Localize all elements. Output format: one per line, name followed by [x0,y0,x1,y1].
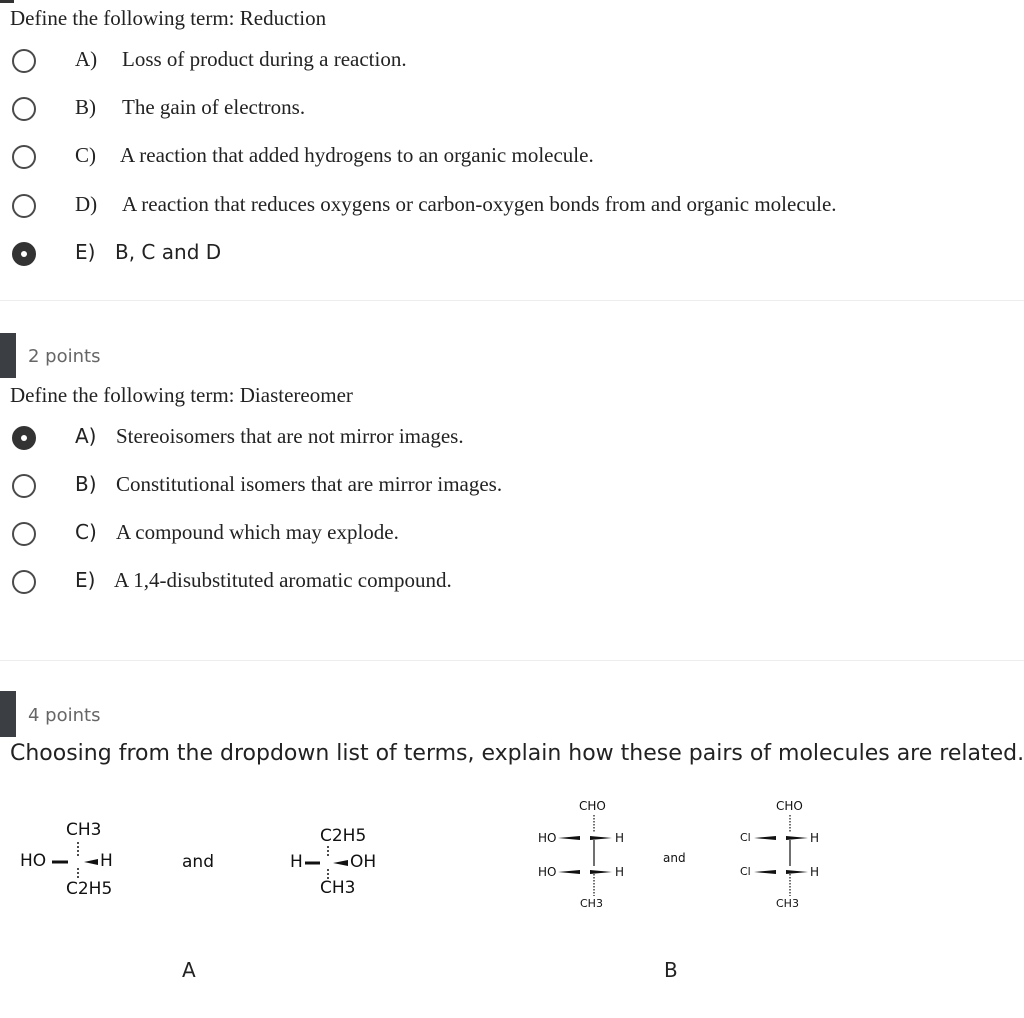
mol-b1-bonds [520,790,650,920]
mol-b1-right1: H [615,831,625,845]
option-text: B, C and D [115,240,222,264]
mol-b2-right1: H [810,831,820,845]
radio-button[interactable] [12,49,36,73]
mol-b1-bottom: CH3 [580,897,603,910]
radio-button[interactable] [12,194,36,218]
option-text: A compound which may explode. [116,520,399,544]
mol-a1-bottom: C2H5 [66,879,113,899]
mol-a1-bonds [0,790,200,920]
option-letter: A) [75,47,98,71]
option-text: The gain of electrons. [122,95,306,119]
mol-a2-bonds [200,790,420,920]
pair-b-and: and [663,851,686,865]
radio-button-selected[interactable] [12,426,36,450]
option-text: A reaction that added hydrogens to an organic molecule. [120,143,594,167]
pair-b-label: B [664,958,678,982]
question-3-title: Choosing from the dropdown list of terms, explain how these pairs of molecules are related. [10,741,1024,766]
mol-b2-bonds [720,790,840,920]
pair-a-and: and [182,852,214,872]
question-1-title: Define the following term: Reduction [10,6,327,30]
q1-option-d[interactable] [0,188,1000,228]
mol-a1-top: CH3 [66,820,102,840]
option-letter: C) [75,520,97,544]
radio-button[interactable] [12,570,36,594]
pair-a-label: A [182,958,196,982]
option-letter: D) [75,192,98,216]
mol-a2-right: OH [350,852,377,872]
option-letter: B) [75,95,96,119]
mol-b2-bottom: CH3 [776,897,799,910]
mol-a2-bottom: CH3 [320,878,356,898]
mol-b1-right2: H [615,865,625,879]
mol-b1-left1: HO [538,831,557,845]
q1-option-e[interactable] [0,236,1000,276]
radio-button[interactable] [12,97,36,121]
pair-b-fischer-projections [520,790,840,920]
option-letter: A) [75,424,97,448]
q1-option-a[interactable] [0,43,1000,83]
points-label: 4 points [28,705,101,726]
q1-option-c[interactable] [0,139,1000,179]
option-letter: E) [75,240,96,264]
divider [0,300,1024,301]
points-label: 2 points [28,346,101,367]
mol-a2-top: C2H5 [320,826,367,846]
radio-button[interactable] [12,145,36,169]
option-text: A 1,4-disubstituted aromatic compound. [114,568,452,592]
points-marker [0,333,16,378]
option-text: Stereoisomers that are not mirror images. [116,424,464,448]
option-letter: B) [75,472,97,496]
q2-option-e[interactable] [0,564,1000,604]
top-edge-mark [0,0,14,3]
mol-b2-top: CHO [776,799,803,813]
mol-b2-right2: H [810,865,820,879]
mol-b2-left1: Cl [740,831,751,844]
question-2-title: Define the following term: Diastereomer [10,383,353,407]
radio-button-selected[interactable] [12,242,36,266]
divider [0,660,1024,661]
option-text: A reaction that reduces oxygens or carbon-oxygen bonds from and organic molecule. [122,192,837,216]
q2-option-b[interactable] [0,468,1000,508]
mol-b1-top: CHO [579,799,606,813]
mol-b1-left2: HO [538,865,557,879]
mol-a2-left: H [290,852,303,872]
option-text: Loss of product during a reaction. [122,47,407,71]
q1-option-b[interactable] [0,91,1000,131]
option-letter: C) [75,143,96,167]
q2-option-a[interactable] [0,420,1000,460]
mol-b2-left2: Cl [740,865,751,878]
radio-button[interactable] [12,474,36,498]
pair-a-fischer-projections [0,790,420,920]
option-letter: E) [75,568,96,592]
points-marker [0,691,16,737]
radio-button[interactable] [12,522,36,546]
q2-option-c[interactable] [0,516,1000,556]
option-text: Constitutional isomers that are mirror images. [116,472,503,496]
mol-a1-right: H [100,851,113,871]
mol-a1-left: HO [20,851,47,871]
